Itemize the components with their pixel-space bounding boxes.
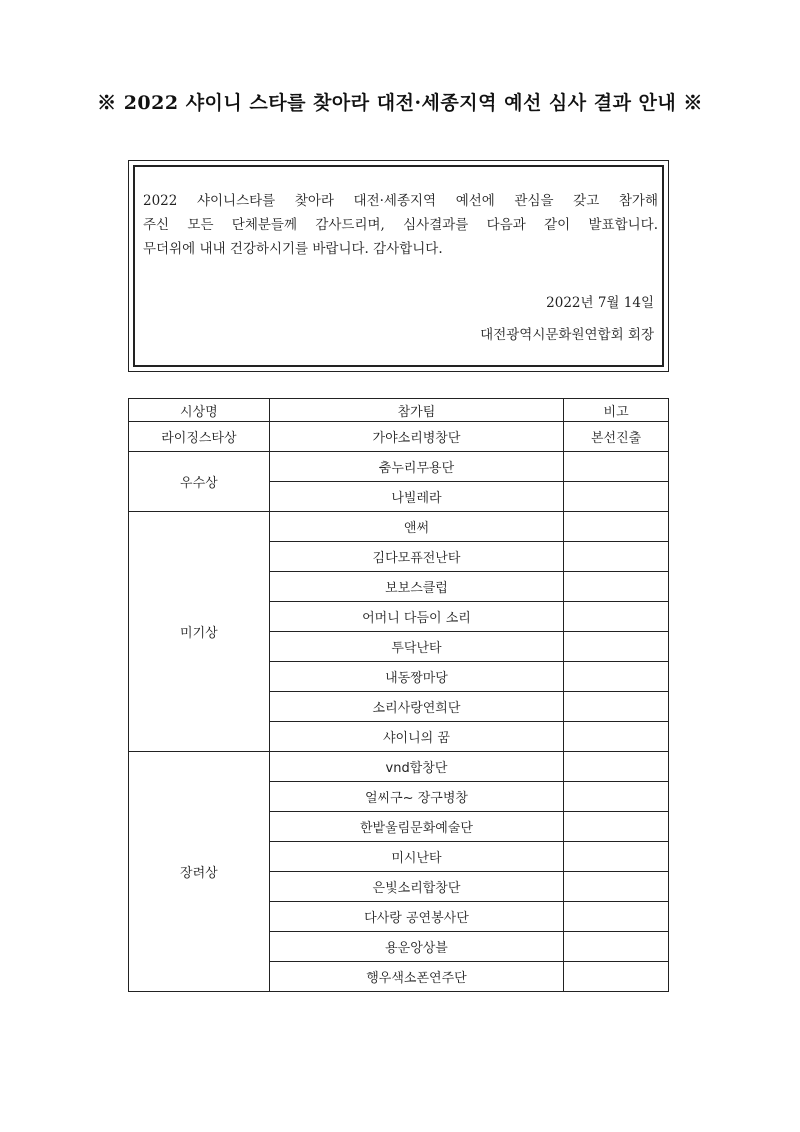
note-cell [564,572,669,602]
header-note: 비고 [564,399,669,422]
team-cell: 앤써 [269,512,563,542]
table-row [129,422,669,452]
notice-line: 2022 샤이니스타를 찾아라 대전·세종지역 예선에 관심을 갖고 참가해 [143,193,658,209]
award-cell: 라이징스타상 [129,422,270,452]
header-award: 시상명 [129,399,270,422]
results-table-body [129,422,669,992]
page-title: ※ 2022 샤이니 스타를 찾아라 대전·세종지역 예선 심사 결과 안내 ※ [97,92,703,114]
team-cell: 은빛소리합창단 [269,872,563,902]
team-cell: 어머니 다듬이 소리 [269,602,563,632]
table-row [129,752,669,782]
team-cell: 소리사랑연희단 [269,692,563,722]
team-cell: 용운앙상블 [269,932,563,962]
note-cell [564,932,669,962]
note-cell [564,632,669,662]
note-cell [564,842,669,872]
notice-date: 2022년 7월 14일 [546,295,654,311]
notice-line: 무더위에 내내 건강하시기를 바랍니다. 감사합니다. [143,241,443,257]
note-cell [564,902,669,932]
award-cell: 우수상 [129,452,270,512]
note-cell [564,782,669,812]
award-cell: 미기상 [129,512,270,752]
note-cell: 본선진출 [564,422,669,452]
team-cell: 투닥난타 [269,632,563,662]
notice-line: 주신 모든 단체분들께 감사드리며, 심사결과를 다음과 같이 발표합니다. [143,217,658,233]
team-cell: 얼씨구~ 장구병창 [269,782,563,812]
note-cell [564,872,669,902]
team-cell: 춤누리무용단 [269,452,563,482]
team-cell: 샤이니의 꿈 [269,722,563,752]
note-cell [564,542,669,572]
award-cell: 장려상 [129,752,270,992]
team-cell: 보보스클럽 [269,572,563,602]
note-cell [564,962,669,992]
table-row [129,452,669,482]
note-cell [564,692,669,722]
note-cell [564,452,669,482]
note-cell [564,602,669,632]
team-cell: vnd합창단 [269,752,563,782]
table-row [129,512,669,542]
team-cell: 내동짱마당 [269,662,563,692]
note-cell [564,722,669,752]
notice-box-inner [133,165,664,367]
results-table [128,398,669,992]
team-cell: 한밭울림문화예술단 [269,812,563,842]
team-cell: 나빌레라 [269,482,563,512]
team-cell: 가야소리병창단 [269,422,563,452]
team-cell: 행우색소폰연주단 [269,962,563,992]
note-cell [564,512,669,542]
notice-box [128,160,669,372]
note-cell [564,662,669,692]
team-cell: 미시난타 [269,842,563,872]
header-team: 참가팀 [269,399,563,422]
note-cell [564,752,669,782]
team-cell: 김다모퓨전난타 [269,542,563,572]
notice-signature: 대전광역시문화원연합회 회장 [480,327,654,343]
note-cell [564,812,669,842]
note-cell [564,482,669,512]
team-cell: 다사랑 공연봉사단 [269,902,563,932]
results-table-header [129,399,669,422]
notice-body [143,189,658,261]
header-row [129,399,669,422]
